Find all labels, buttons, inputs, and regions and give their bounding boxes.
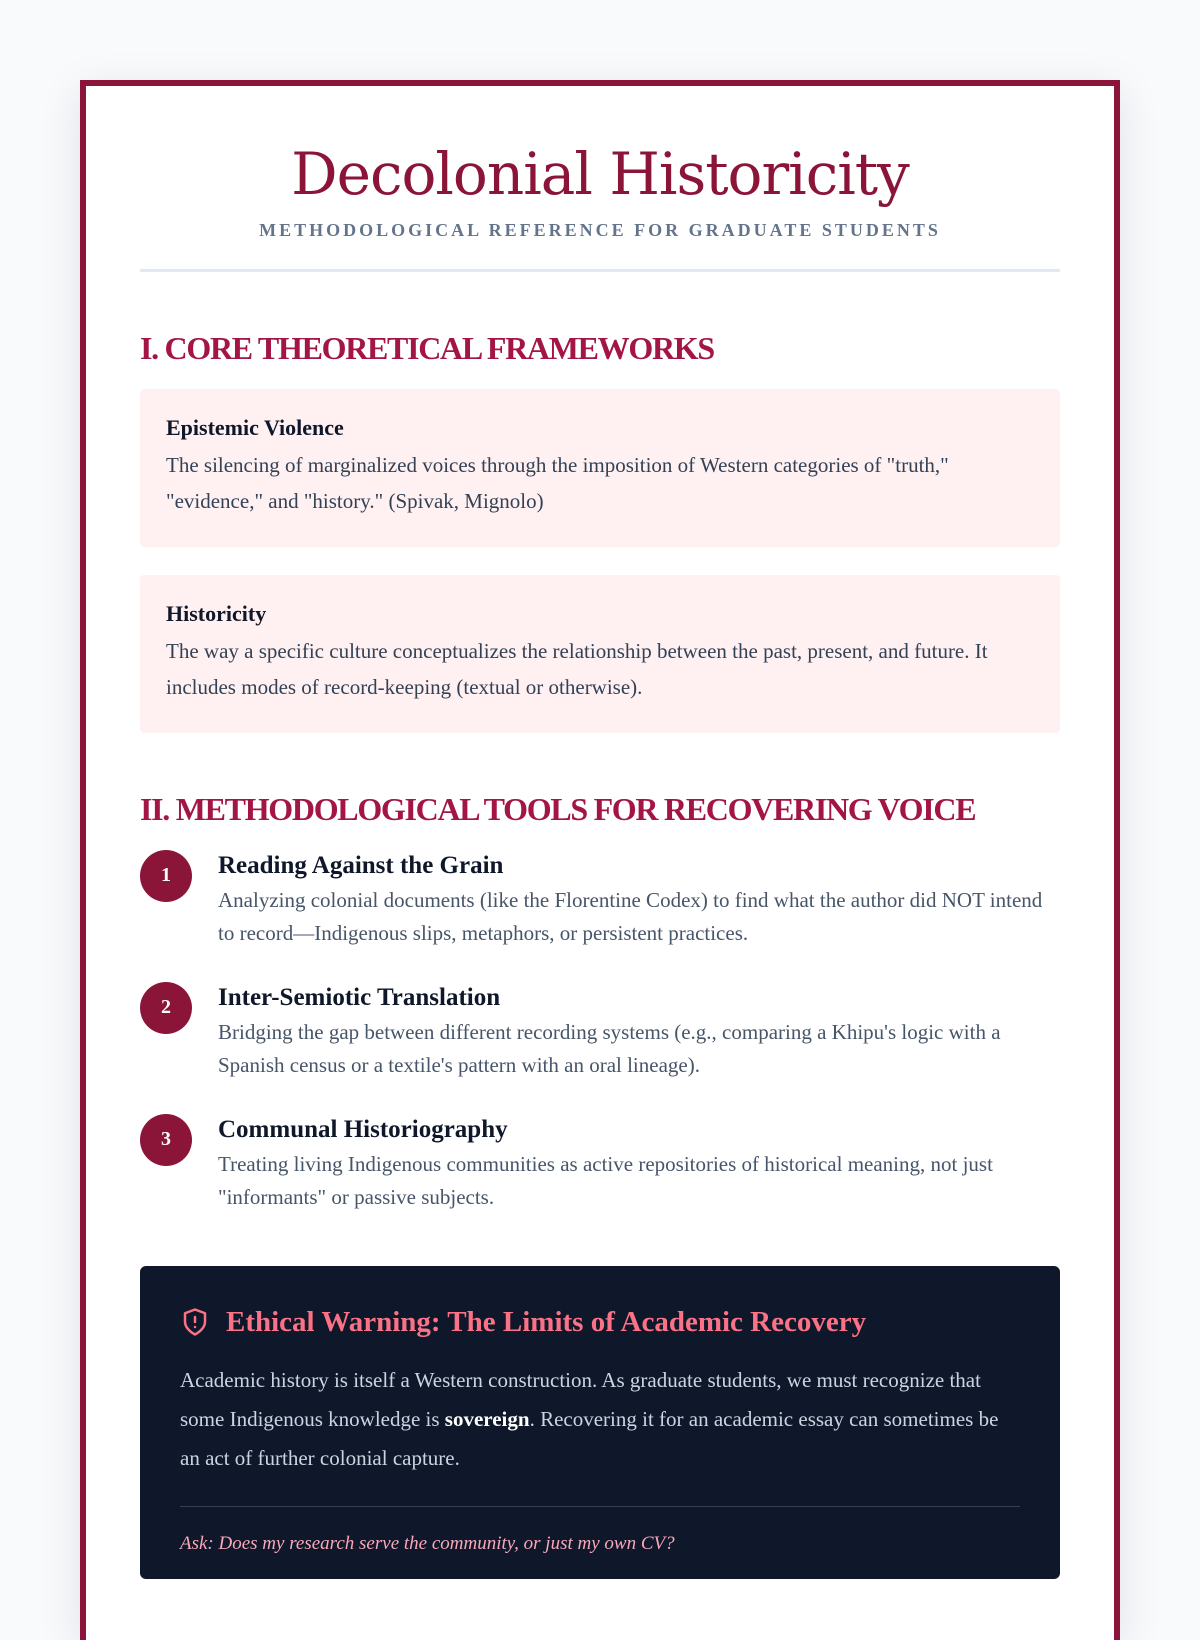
framework-term: Epistemic Violence bbox=[166, 414, 344, 440]
tool-description: Bridging the gap between different recording systems (e.g., comparing a Khipu's logic with a Spanish census or a textile's pattern with an oral lineage). bbox=[218, 1019, 1001, 1077]
tool-number-badge: 3 bbox=[140, 1114, 192, 1166]
tool-number-badge: 1 bbox=[140, 850, 192, 902]
section-core-frameworks bbox=[140, 330, 1060, 733]
framework-definition: The silencing of marginalized voices through the imposition of Western categories of "truth," "evidence," and "history." (Spivak, Mignolo) bbox=[166, 452, 949, 513]
section-heading: II. METHODOLOGICAL TOOLS FOR RECOVERING VOICE bbox=[140, 790, 976, 827]
warning-text-part: . Recovering it for an academic essay can sometimes be an act of further colonial capture. bbox=[180, 1406, 999, 1470]
tool-item bbox=[140, 850, 1060, 950]
page-title: Decolonial Historicity bbox=[291, 140, 909, 208]
warning-question: Ask: Does my research serve the community, or just my own CV? bbox=[180, 1532, 675, 1554]
shield-alert-icon bbox=[180, 1307, 210, 1337]
warning-text-part: Academic history is itself a Western construction. As graduate students, we must recognize that some Indigenous knowledge is bbox=[180, 1367, 981, 1431]
document-page bbox=[80, 80, 1120, 1640]
framework-term: Historicity bbox=[166, 600, 267, 626]
page-subtitle: METHODOLOGICAL REFERENCE FOR GRADUATE STUDENTS bbox=[140, 220, 1060, 272]
section-methodological-tools bbox=[140, 791, 1060, 1214]
warning-emphasis: sovereign bbox=[444, 1406, 530, 1431]
framework-card-epistemic-violence bbox=[140, 389, 1060, 547]
framework-card-historicity bbox=[140, 575, 1060, 733]
tool-title: Inter-Semiotic Translation bbox=[218, 983, 501, 1011]
warning-title: Ethical Warning: The Limits of Academic Recovery bbox=[226, 1305, 867, 1338]
tool-item bbox=[140, 982, 1060, 1082]
tool-description: Analyzing colonial documents (like the Florentine Codex) to find what the author did NOT intend to record—Indigenous slips, metaphors, or persistent practices. bbox=[218, 887, 1043, 945]
tool-title: Reading Against the Grain bbox=[218, 851, 504, 879]
tool-description: Treating living Indigenous communities as active repositories of historical meaning, not just "informants" or passive subjects. bbox=[218, 1151, 993, 1209]
tool-title: Communal Historiography bbox=[218, 1115, 508, 1143]
warning-text bbox=[180, 1361, 1020, 1507]
framework-definition: The way a specific culture conceptualizes the relationship between the past, present, and future. It includes modes of record-keeping (textual or otherwise). bbox=[166, 638, 988, 699]
tool-item bbox=[140, 1114, 1060, 1214]
tool-number-badge: 2 bbox=[140, 982, 192, 1034]
ethical-warning-box bbox=[140, 1266, 1060, 1579]
section-heading: I. CORE THEORETICAL FRAMEWORKS bbox=[140, 329, 714, 366]
